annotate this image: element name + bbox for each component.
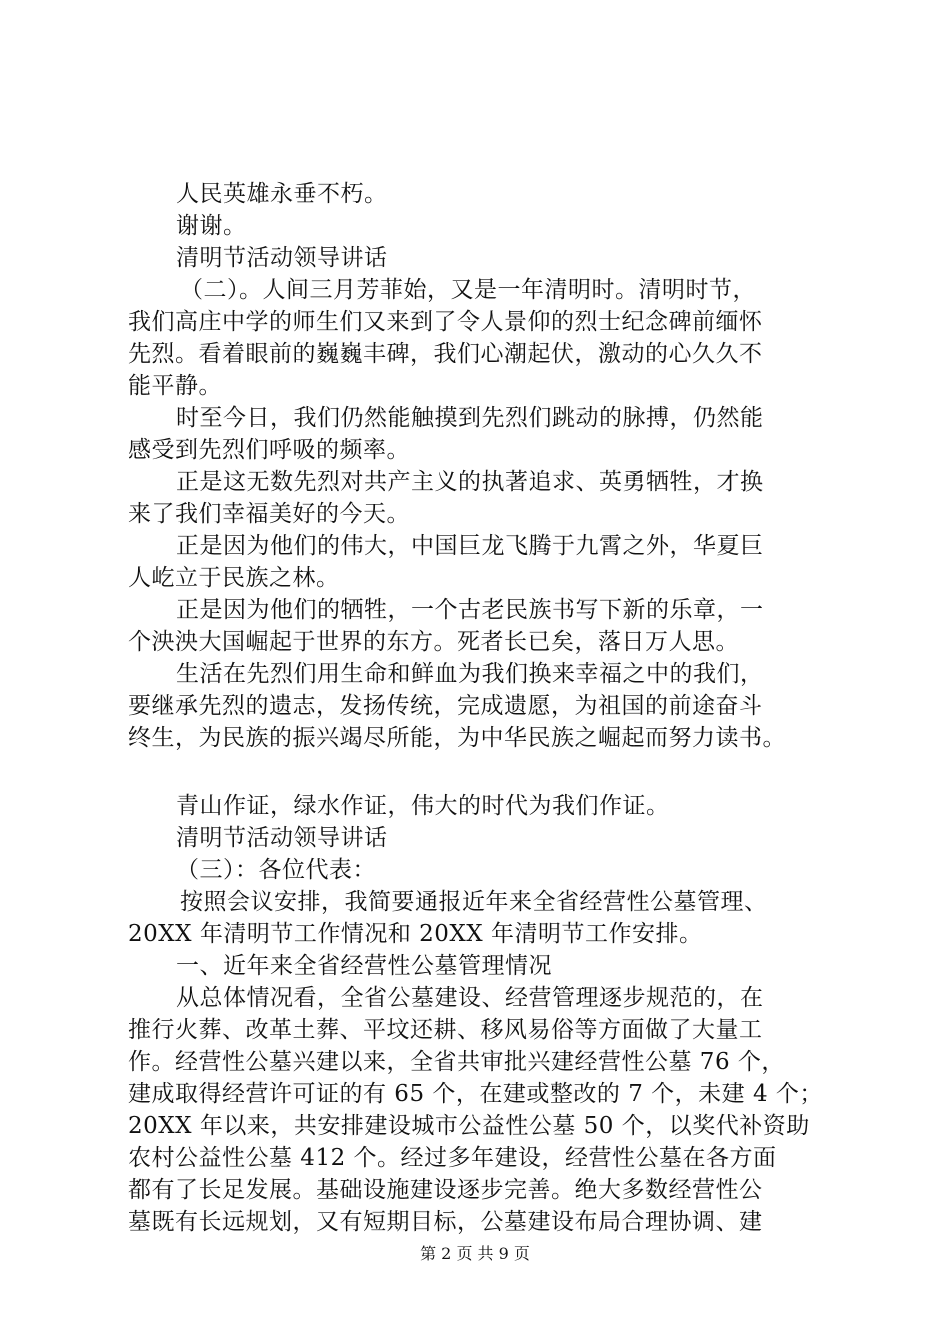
text-line: 清明节活动领导讲话 bbox=[176, 825, 388, 851]
text-line: 人屹立于民族之林。 bbox=[128, 565, 340, 591]
text-line: 正是这无数先烈对共产主义的执著追求、英勇牺牲，才换 bbox=[176, 469, 764, 495]
text-line: 感受到先烈们呼吸的频率。 bbox=[128, 437, 410, 463]
text-line: 作。经营性公墓兴建以来，全省共审批兴建经营性公墓 76 个， bbox=[128, 1049, 785, 1075]
text-line: 来了我们幸福美好的今天。 bbox=[128, 501, 410, 527]
text-line: 农村公益性公墓 412 个。经过多年建设，经营性公墓在各方面 bbox=[128, 1145, 777, 1171]
text-line: 墓既有长远规划，又有短期目标，公墓建设布局合理协调、建 bbox=[128, 1209, 763, 1235]
text-line: 都有了长足发展。基础设施建设逐步完善。绝大多数经营性公 bbox=[128, 1177, 763, 1203]
page-footer: 第 2 页 共 9 页 bbox=[420, 1244, 530, 1263]
text-line: 谢谢。 bbox=[176, 213, 247, 239]
text-line: 先烈。看着眼前的巍巍丰碑，我们心潮起伏，激动的心久久不 bbox=[128, 341, 763, 367]
text-line: 我们高庄中学的师生们又来到了令人景仰的烈士纪念碑前缅怀 bbox=[128, 309, 763, 335]
text-line: 个泱泱大国崛起于世界的东方。死者长已矣，落日万人思。 bbox=[128, 629, 739, 655]
text-line: 正是因为他们的伟大，中国巨龙飞腾于九霄之外，华夏巨 bbox=[176, 533, 764, 559]
text-line: 青山作证，绿水作证，伟大的时代为我们作证。 bbox=[176, 793, 670, 819]
text-line: 时至今日，我们仍然能触摸到先烈们跳动的脉搏，仍然能 bbox=[176, 405, 764, 431]
text-line: 生活在先烈们用生命和鲜血为我们换来幸福之中的我们， bbox=[176, 661, 764, 687]
text-line: 要继承先烈的遗志，发扬传统，完成遗愿，为祖国的前途奋斗 bbox=[128, 693, 763, 719]
text-line: 20XX 年清明节工作情况和 20XX 年清明节工作安排。 bbox=[128, 921, 703, 947]
text-line: 建成取得经营许可证的有 65 个，在建或整改的 7 个，未建 4 个； bbox=[128, 1081, 823, 1107]
text-line: 按照会议安排，我简要通报近年来全省经营性公墓管理、 bbox=[180, 889, 768, 915]
text-line: 人民英雄永垂不朽。 bbox=[176, 181, 388, 207]
text-line: 正是因为他们的牺牲，一个古老民族书写下新的乐章，一 bbox=[176, 597, 764, 623]
text-line: （二）。人间三月芳菲始，又是一年清明时。清明时节， bbox=[180, 277, 756, 303]
text-line: 推行火葬、改革土葬、平坟还耕、移风易俗等方面做了大量工 bbox=[128, 1017, 763, 1043]
text-line: 一、近年来全省经营性公墓管理情况 bbox=[176, 953, 552, 979]
text-line: （三）：各位代表： bbox=[176, 857, 376, 883]
text-line: 20XX 年以来，共安排建设城市公益性公墓 50 个，以奖代补资助 bbox=[128, 1113, 810, 1139]
text-line: 能平静。 bbox=[128, 373, 222, 399]
text-line: 清明节活动领导讲话 bbox=[176, 245, 388, 271]
text-line: 从总体情况看，全省公墓建设、经营管理逐步规范的，在 bbox=[176, 985, 764, 1011]
text-line: 终生，为民族的振兴竭尽所能，为中华民族之崛起而努力读书。 bbox=[128, 725, 786, 751]
document-body bbox=[128, 178, 838, 1238]
paragraph-gap bbox=[128, 754, 838, 790]
